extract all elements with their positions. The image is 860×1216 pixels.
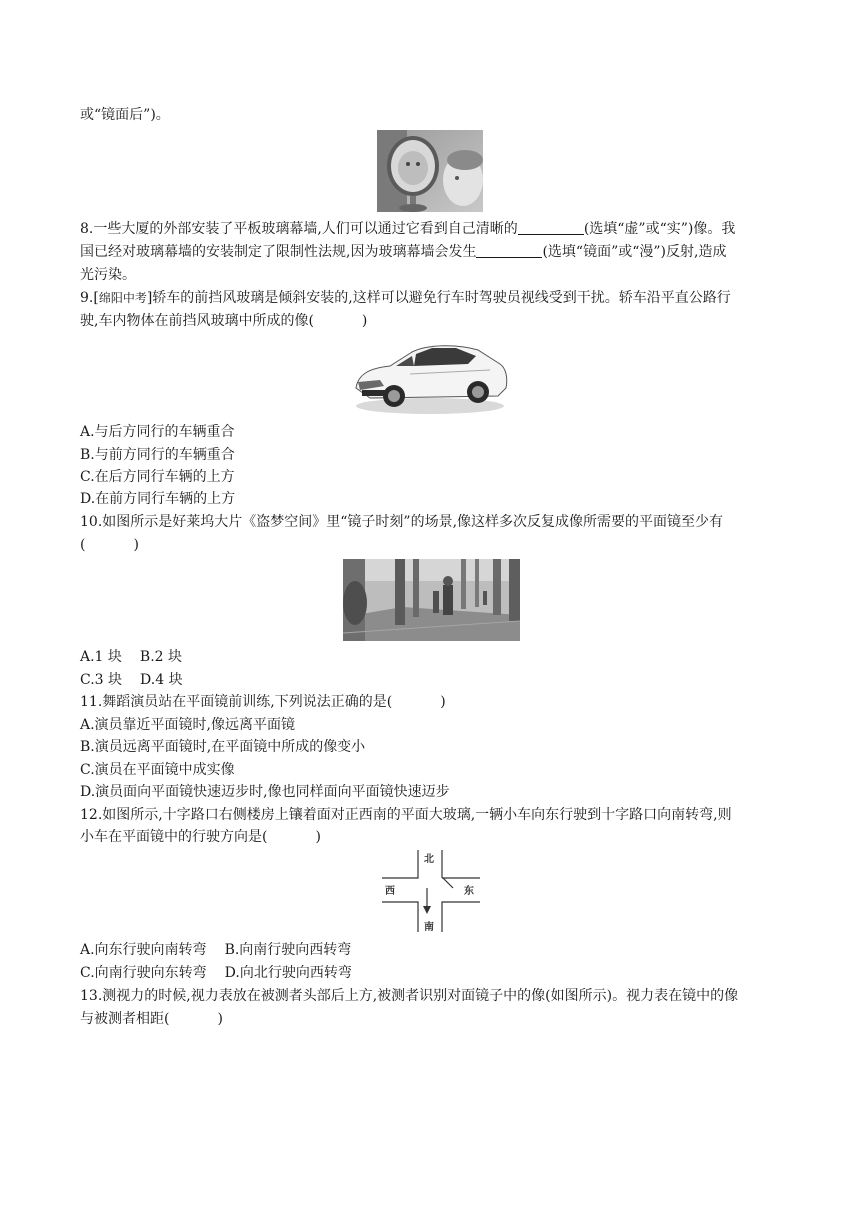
q10-paren-close: ) xyxy=(133,537,139,553)
q9-option-c[interactable]: C.在后方同行车辆的上方 xyxy=(80,469,235,485)
q8-text-2b: (选填“镜面”或“漫”)反射,造成 xyxy=(542,244,727,260)
q10-paren-open: ( xyxy=(80,537,86,553)
q10-option-a[interactable]: A.1 块 xyxy=(80,649,122,665)
q10-option-b[interactable]: B.2 块 xyxy=(139,649,183,665)
question-8-line-1 xyxy=(80,218,735,240)
q11-paren-close: ) xyxy=(440,694,446,710)
figure-crossroad-diagram xyxy=(380,848,484,934)
q10-option-c[interactable]: C.3 块 xyxy=(80,672,123,688)
q12-options-row-2 xyxy=(80,962,352,984)
question-8-line-2 xyxy=(80,241,726,263)
q12-option-c[interactable]: C.向南行驶向东转弯 xyxy=(80,965,207,981)
label-west: 西 xyxy=(385,886,395,897)
q8-text-1b: (选填“虚”或“实”)像。我 xyxy=(583,221,736,237)
question-9-line-2 xyxy=(80,310,367,332)
car-photo xyxy=(350,334,510,416)
q8-answer-blank-1[interactable] xyxy=(518,219,584,235)
previous-question-fragment: 或“镜面后”)。 xyxy=(80,107,170,123)
q11-option-c[interactable]: C.演员在平面镜中成实像 xyxy=(80,762,235,778)
q13-paren-close: ) xyxy=(217,1011,223,1027)
q9-option-a[interactable]: A.与后方同行的车辆重合 xyxy=(80,424,235,440)
q13-text-2: 与被测者相距( xyxy=(80,1011,170,1027)
question-13-line-2 xyxy=(80,1008,223,1030)
q8-text-2: 国已经对玻璃幕墙的安装制定了限制性法规,因为玻璃幕墙会发生 xyxy=(80,244,477,260)
q12-option-a[interactable]: A.向东行驶向南转弯 xyxy=(80,942,207,958)
q9-option-d[interactable]: D.在前方同行车辆的上方 xyxy=(80,491,236,507)
q11-option-a[interactable]: A.演员靠近平面镜时,像远离平面镜 xyxy=(80,717,296,733)
q8-text-1: 8.一些大厦的外部安装了平板玻璃幕墙,人们可以通过它看到自己清晰的 xyxy=(80,221,518,237)
label-north: 北 xyxy=(424,854,434,865)
q11-text: 11.舞蹈演员站在平面镜前训练,下列说法正确的是( xyxy=(80,694,393,710)
q9-text-1: ]轿车的前挡风玻璃是倾斜安装的,这样可以避免行车时驾驶员视线受到干扰。轿车沿平直公路行 xyxy=(146,290,731,306)
q12-options-row-1 xyxy=(80,939,351,961)
question-9-line-1 xyxy=(80,287,731,309)
question-8-line-3: 光污染。 xyxy=(80,267,136,283)
q9-text-2: 驶,车内物体在前挡风玻璃中所成的像( xyxy=(80,313,314,329)
q9-source: 绵阳中考 xyxy=(98,291,147,305)
q9-option-b[interactable]: B.与前方同行的车辆重合 xyxy=(80,447,235,463)
question-11-line-1 xyxy=(80,691,446,713)
q11-option-d[interactable]: D.演员面向平面镜快速迈步时,像也同样面向平面镜快速迈步 xyxy=(80,784,450,800)
q12-text-2: 小车在平面镜中的行驶方向是( xyxy=(80,829,268,845)
q12-paren-close: ) xyxy=(315,829,321,845)
label-east: 东 xyxy=(464,886,474,897)
q10-options-row-1 xyxy=(80,646,182,668)
question-12-line-1: 12.如图所示,十字路口右侧楼房上镶着面对正西南的平面大玻璃,一辆小车向东行驶到十字路口向南转弯,则 xyxy=(80,807,732,823)
q11-option-b[interactable]: B.演员远离平面镜时,在平面镜中所成的像变小 xyxy=(80,739,366,755)
q8-answer-blank-2[interactable] xyxy=(476,242,542,258)
q10-options-row-2 xyxy=(80,669,183,691)
figure-baby-mirror xyxy=(377,130,483,212)
figure-car xyxy=(350,334,510,416)
question-10-line-2 xyxy=(80,534,139,556)
question-13-line-1: 13.测视力的时候,视力表放在被测者头部后上方,被测者识别对面镜子中的像(如图所示)。视力表在镜中的像 xyxy=(80,988,739,1004)
inception-photo xyxy=(343,559,520,641)
q10-option-d[interactable]: D.4 块 xyxy=(140,672,183,688)
figure-inception-mirrors xyxy=(343,559,520,641)
q12-option-b[interactable]: B.向南行驶向西转弯 xyxy=(224,942,352,958)
q12-option-d[interactable]: D.向北行驶向西转弯 xyxy=(224,965,352,981)
q9-number: 9.[ xyxy=(80,290,99,306)
crossroad-svg xyxy=(380,848,484,934)
question-12-line-2 xyxy=(80,826,321,848)
label-south: 南 xyxy=(424,922,434,933)
q9-paren-close: ) xyxy=(361,313,368,329)
question-10-line-1: 10.如图所示是好莱坞大片《盗梦空间》里“镜子时刻”的场景,像这样多次反复成像所需要的平面镜至少有 xyxy=(80,514,724,530)
baby-mirror-photo xyxy=(377,130,483,212)
